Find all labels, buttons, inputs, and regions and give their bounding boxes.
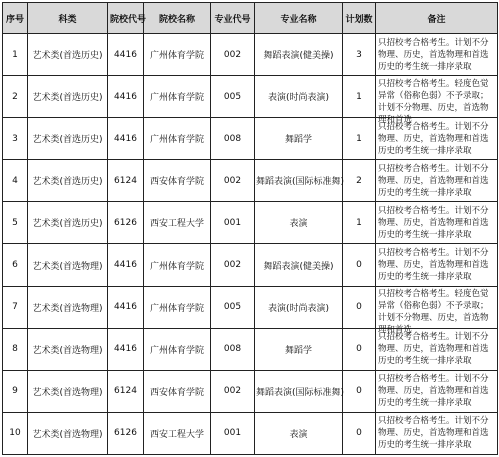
cell-major-code: 008 (211, 118, 255, 160)
cell-note (376, 34, 498, 76)
cell-school-name: 西安工程大学 (144, 412, 211, 454)
table-row (3, 244, 498, 286)
cell-note (376, 412, 498, 454)
cell-school-code: 6126 (108, 412, 144, 454)
cell-category: 艺术类(首选历史) (28, 202, 108, 244)
cell-note (376, 202, 498, 244)
note-text: 只招校考合格考生。计划不分物理、历史，首选物理和首选历史的考生统一排序录取 (378, 374, 489, 409)
note-text: 只招校考合格考生。计划不分物理、历史，首选物理和首选历史的考生统一排序录取 (378, 121, 489, 156)
header-plan: 计划数 (343, 3, 376, 34)
cell-plan: 3 (343, 34, 376, 76)
table-row (3, 118, 498, 160)
cell-school-code: 4416 (108, 76, 144, 118)
cell-category: 艺术类(首选物理) (28, 412, 108, 454)
table-row (3, 328, 498, 370)
cell-no: 5 (3, 202, 28, 244)
table-row (3, 286, 498, 328)
cell-note (376, 76, 498, 125)
cell-major-code: 001 (211, 412, 255, 454)
note-text: 只招校考合格考生。计划不分物理、历史，首选物理和首选历史的考生统一排序录取 (378, 205, 489, 240)
cell-plan: 0 (343, 286, 376, 328)
cell-major-name: 表演 (255, 202, 343, 244)
cell-category: 艺术类(首选历史) (28, 34, 108, 76)
cell-major-name: 表演(时尚表演) (255, 76, 343, 118)
cell-category: 艺术类(首选历史) (28, 118, 108, 160)
header-no: 序号 (3, 3, 28, 34)
cell-plan: 0 (343, 244, 376, 286)
cell-category: 艺术类(首选物理) (28, 244, 108, 286)
cell-no: 1 (3, 34, 28, 76)
cell-school-name: 广州体育学院 (144, 328, 211, 370)
cell-note (376, 244, 498, 286)
cell-plan: 2 (343, 160, 376, 202)
note-text: 只招校考合格考生。轻度色觉异常（俗称色弱）不予录取；计划不分物理、历史，首选物理和首选 (378, 289, 489, 336)
header-major-name: 专业名称 (255, 3, 343, 34)
table-row (3, 370, 498, 412)
note-text: 只招校考合格考生。计划不分物理、历史，首选物理和首选历史的考生统一排序录取 (378, 332, 489, 367)
cell-major-name: 舞蹈学 (255, 118, 343, 160)
cell-no: 4 (3, 160, 28, 202)
cell-school-name: 广州体育学院 (144, 34, 211, 76)
cell-note (376, 160, 498, 202)
cell-plan: 0 (343, 328, 376, 370)
cell-note (376, 328, 498, 370)
note-text: 只招校考合格考生。计划不分物理、历史，首选物理和首选历史的考生统一排序录取 (378, 416, 489, 451)
cell-major-code: 008 (211, 328, 255, 370)
header-major-code: 专业代号 (211, 3, 255, 34)
admission-plan-table (2, 2, 498, 455)
cell-category: 艺术类(首选物理) (28, 286, 108, 328)
header-note: 备注 (376, 3, 498, 34)
cell-school-name: 广州体育学院 (144, 244, 211, 286)
cell-plan: 1 (343, 76, 376, 118)
table-row (3, 34, 498, 76)
cell-major-code: 002 (211, 160, 255, 202)
note-text: 只招校考合格考生。计划不分物理、历史，首选物理和首选历史的考生统一排序录取 (378, 248, 489, 283)
cell-plan: 1 (343, 202, 376, 244)
note-text: 只招校考合格考生。计划不分物理、历史，首选物理和首选历史的考生统一排序录取 (378, 37, 489, 72)
cell-school-code: 4416 (108, 328, 144, 370)
cell-school-name: 西安体育学院 (144, 160, 211, 202)
cell-no: 10 (3, 412, 28, 454)
cell-no: 6 (3, 244, 28, 286)
cell-note (376, 286, 498, 336)
cell-major-name: 舞蹈表演(国际标准舞) (255, 160, 343, 202)
cell-school-code: 4416 (108, 118, 144, 160)
note-text: 只招校考合格考生。轻度色觉异常（俗称色弱）不予录取；计划不分物理、历史，首选物理和首选 (378, 78, 489, 125)
cell-school-code: 6124 (108, 160, 144, 202)
header-school-code: 院校代号 (108, 3, 144, 34)
cell-plan: 1 (343, 118, 376, 160)
cell-major-name: 表演(时尚表演) (255, 286, 343, 328)
cell-no: 3 (3, 118, 28, 160)
cell-school-name: 西安工程大学 (144, 202, 211, 244)
cell-plan: 0 (343, 370, 376, 412)
cell-category: 艺术类(首选物理) (28, 328, 108, 370)
cell-school-name: 广州体育学院 (144, 76, 211, 118)
cell-category: 艺术类(首选物理) (28, 370, 108, 412)
cell-school-code: 6124 (108, 370, 144, 412)
cell-major-name: 舞蹈表演(国际标准舞) (255, 370, 343, 412)
cell-major-code: 005 (211, 286, 255, 328)
header-category: 科类 (28, 3, 108, 34)
cell-major-name: 舞蹈表演(健美操) (255, 34, 343, 76)
cell-note (376, 118, 498, 160)
cell-major-name: 舞蹈学 (255, 328, 343, 370)
cell-category: 艺术类(首选历史) (28, 76, 108, 118)
cell-major-name: 表演 (255, 412, 343, 454)
table-header-row (3, 3, 498, 34)
cell-school-name: 西安体育学院 (144, 370, 211, 412)
cell-note (376, 370, 498, 412)
cell-school-code: 4416 (108, 244, 144, 286)
cell-school-code: 6126 (108, 202, 144, 244)
cell-school-code: 4416 (108, 286, 144, 328)
cell-major-code: 002 (211, 34, 255, 76)
cell-major-code: 002 (211, 370, 255, 412)
table-row (3, 76, 498, 118)
cell-school-name: 广州体育学院 (144, 286, 211, 328)
note-text: 只招校考合格考生。计划不分物理、历史，首选物理和首选历史的考生统一排序录取 (378, 163, 489, 198)
cell-no: 2 (3, 76, 28, 118)
cell-no: 7 (3, 286, 28, 328)
header-school-name: 院校名称 (144, 3, 211, 34)
cell-school-code: 4416 (108, 34, 144, 76)
cell-major-name: 舞蹈表演(健美操) (255, 244, 343, 286)
cell-school-name: 广州体育学院 (144, 118, 211, 160)
table-row (3, 160, 498, 202)
cell-category: 艺术类(首选历史) (28, 160, 108, 202)
cell-no: 8 (3, 328, 28, 370)
cell-major-code: 005 (211, 76, 255, 118)
cell-plan: 0 (343, 412, 376, 454)
cell-major-code: 001 (211, 202, 255, 244)
table-row (3, 202, 498, 244)
cell-no: 9 (3, 370, 28, 412)
table-row (3, 412, 498, 454)
cell-major-code: 002 (211, 244, 255, 286)
